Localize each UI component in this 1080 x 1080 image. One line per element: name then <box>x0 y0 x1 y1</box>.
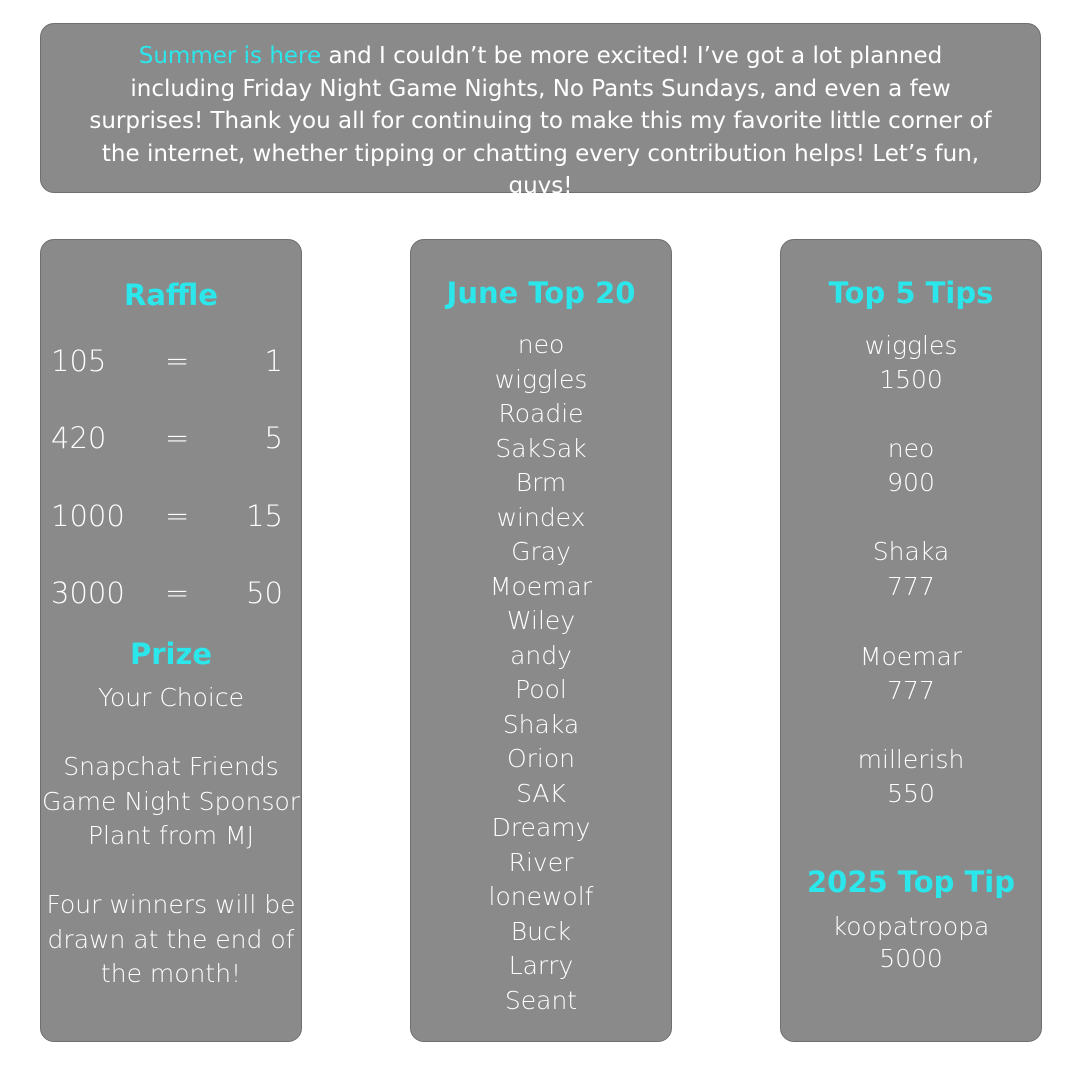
june-top-title: June Top 20 <box>446 276 636 310</box>
list-item: Dreamy <box>491 813 591 842</box>
banner-highlight: Summer is here <box>138 43 322 69</box>
list-item: Brm <box>515 468 567 497</box>
list-item: Roadie <box>498 399 584 428</box>
year-top-tip-title: 2025 Top Tip <box>807 865 1015 899</box>
list-item: neo <box>517 330 565 359</box>
announcement-banner <box>40 23 1041 199</box>
list-item: River <box>508 847 574 877</box>
raffle-equals: = <box>165 344 190 378</box>
list-item: Moemar <box>489 571 593 601</box>
list-item: windex <box>496 502 586 532</box>
raffle-panel <box>40 239 302 1042</box>
tip-amount: 777 <box>887 676 935 705</box>
raffle-amount: 1000 <box>51 499 125 533</box>
list-item: SakSak <box>495 433 587 463</box>
raffle-amount: 3000 <box>51 576 125 610</box>
prize-item: Game Night Sponsor <box>41 786 301 816</box>
list-item: Seant <box>504 985 578 1015</box>
raffle-title: Raffle <box>124 278 218 312</box>
raffle-equals: = <box>165 576 190 610</box>
raffle-amount: 420 <box>51 421 107 455</box>
raffle-row <box>41 576 301 616</box>
tip-amount: 900 <box>887 468 935 497</box>
list-item: Shaka <box>502 709 580 739</box>
prize-note: Four winners will be <box>46 890 296 919</box>
list-item: Wiley <box>506 606 576 635</box>
raffle-amount: 105 <box>51 344 107 378</box>
raffle-equals: = <box>165 421 190 455</box>
list-item: SAK <box>516 778 566 808</box>
tip-name: Moemar <box>859 642 963 671</box>
raffle-entries: 1 <box>264 344 283 378</box>
prize-item <box>41 854 301 889</box>
tip-name: millerish <box>857 745 965 774</box>
tip-amount: 777 <box>887 572 935 601</box>
june-top-list <box>411 328 671 1018</box>
list-item: Pool <box>515 675 567 704</box>
tip-name: neo <box>887 434 935 463</box>
tip-name: wiggles <box>864 331 958 360</box>
tip-name: Shaka <box>872 537 950 566</box>
list-item: Buck <box>510 916 572 946</box>
prize-list <box>41 681 301 992</box>
top-tips-panel <box>780 239 1042 1042</box>
raffle-row <box>41 421 301 461</box>
top-tips-title: Top 5 Tips <box>828 276 994 310</box>
prize-item: Your Choice <box>98 683 244 712</box>
list-item: Gray <box>511 537 571 566</box>
prize-note: the month! <box>100 959 242 988</box>
list-item: lonewolf <box>488 882 594 911</box>
list-item: Orion <box>506 744 576 773</box>
year-top-tip-name: koopatroopa <box>832 912 990 941</box>
tip-amount: 550 <box>887 779 935 808</box>
prize-title: Prize <box>129 637 213 671</box>
raffle-row <box>41 344 301 384</box>
list-item: wiggles <box>494 364 588 394</box>
raffle-row <box>41 499 301 539</box>
raffle-entries: 15 <box>246 499 283 533</box>
tip-amount: 1500 <box>879 365 943 394</box>
year-top-tip-amount: 5000 <box>879 944 943 973</box>
prize-item <box>41 716 301 751</box>
list-item: Larry <box>508 951 574 980</box>
raffle-equals: = <box>165 499 190 533</box>
prize-item: Snapchat Friends <box>63 752 279 781</box>
june-top-panel <box>410 239 672 1042</box>
banner-text: and I couldn’t be more excited! I’ve got a lot planned including Friday Night Game Nights, No Pants Sundays, and even a few surprises! Thank you all for continuing to make this my favorite little corner of the internet, whether tipping or chatting every contribution helps! Let’s fun, guys! <box>89 43 992 199</box>
raffle-entries: 5 <box>264 421 283 455</box>
prize-item: Plant from MJ <box>87 821 254 850</box>
list-item: andy <box>510 640 572 670</box>
prize-note: drawn at the end of <box>47 924 295 954</box>
raffle-entries: 50 <box>246 576 283 610</box>
